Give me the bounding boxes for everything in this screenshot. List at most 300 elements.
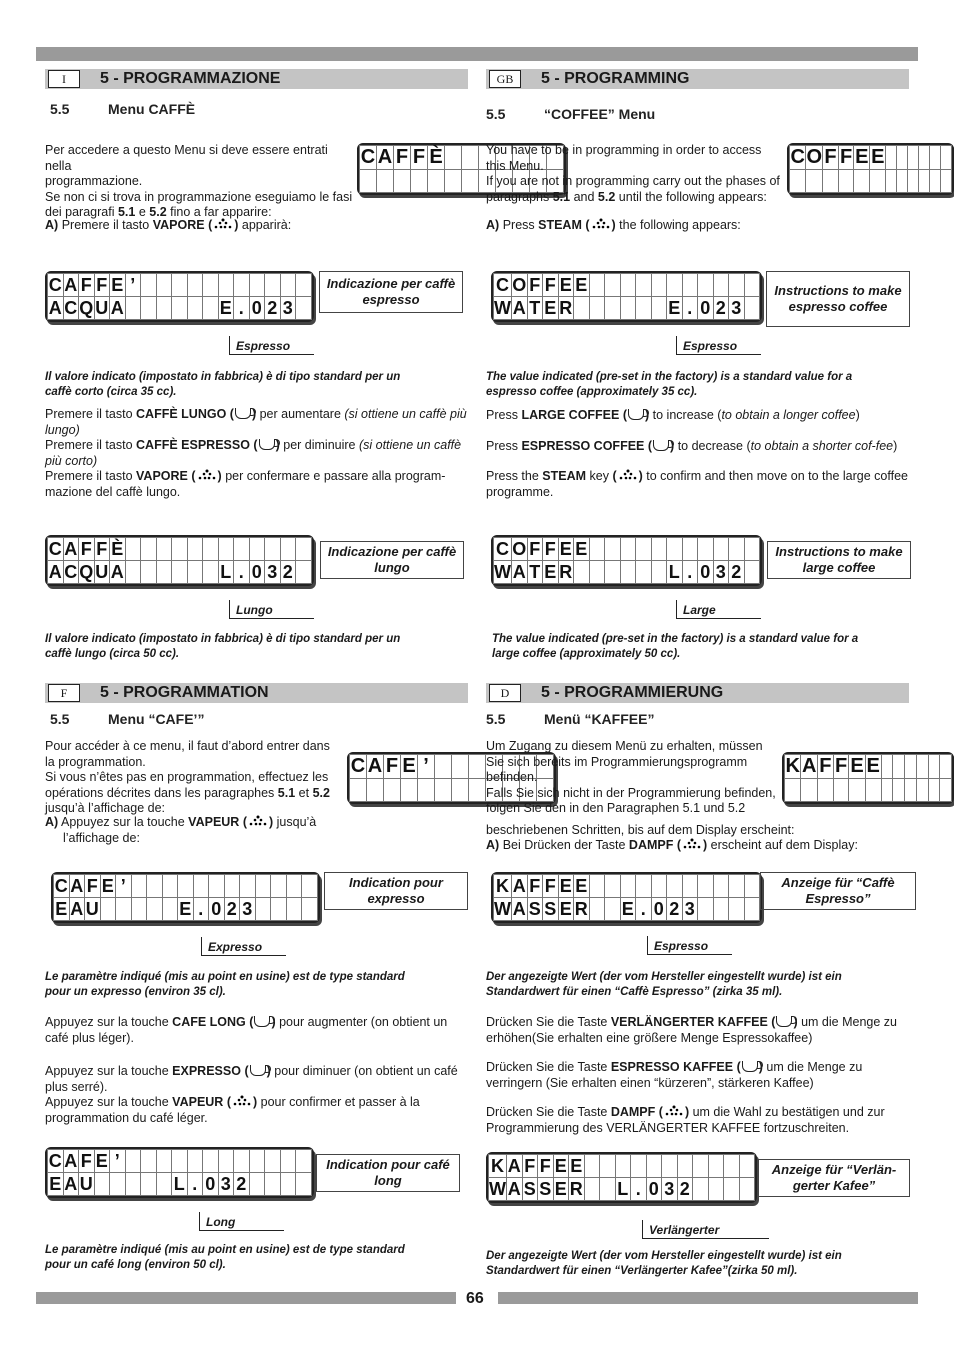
lcd-cell (265, 274, 281, 297)
lcd-cell (682, 538, 698, 561)
lcd-cell: . (234, 561, 250, 584)
lcd-cell: E (554, 1155, 567, 1176)
lcd-cell (729, 875, 745, 898)
lcd-cell (817, 779, 833, 802)
step-a-fr: A) Appuyez sur la touche VAPEUR ( ) jusqu’à l’affichage de: (45, 815, 317, 845)
lcd-cell (651, 875, 667, 898)
lcd-cell: . (193, 898, 209, 921)
lcd-cell (636, 297, 652, 320)
label-expresso-fr: Indication pour expresso (324, 872, 468, 910)
lcd-cell (729, 898, 745, 921)
tag-large-gb: Large (676, 600, 761, 619)
steam-icon (590, 218, 612, 232)
lcd-cell (125, 561, 141, 584)
lcd-cell: A (70, 898, 84, 919)
lcd-cell (729, 274, 745, 297)
lcd-cell (893, 755, 905, 779)
lcd-cell (462, 170, 479, 193)
lcd-cell: E (49, 1173, 62, 1194)
lcd-cell (919, 170, 930, 193)
lcd-cell: . (631, 1178, 647, 1201)
lcd-cell (172, 1150, 188, 1173)
lcd-verlaengerter-de (486, 1152, 757, 1203)
lcd-cell: K (494, 875, 512, 898)
lcd-cell: R (569, 1178, 583, 1199)
lcd-cell (240, 875, 256, 898)
instructions-gb (486, 408, 908, 500)
lcd-cell (646, 1155, 662, 1178)
lcd-cell (360, 170, 377, 193)
lcd-cell (823, 170, 839, 193)
lcd-cell (286, 898, 302, 921)
lcd-cell (125, 538, 141, 561)
lcd-cell (667, 875, 683, 898)
label-espresso-gb: Instructions to make espresso coffee (766, 271, 910, 327)
lcd-cell (897, 170, 908, 193)
lcd-cell (724, 1155, 740, 1178)
top-rule (36, 47, 918, 61)
lcd-cell (445, 146, 462, 170)
lcd-cell (651, 561, 667, 584)
lcd-cell (708, 1178, 724, 1201)
lcd-cell: A (512, 875, 526, 896)
lcd-cell: È (429, 146, 443, 168)
lcd-cell: U (85, 898, 99, 919)
lcd-cell: 3 (713, 561, 729, 584)
tag-espresso-gb: Espresso (676, 336, 761, 355)
instructions-fr (45, 1015, 468, 1126)
lcd-cell: 3 (280, 297, 296, 320)
label-large-gb: Instructions to make large coffee (767, 541, 911, 579)
lcd-cell (302, 875, 318, 898)
lcd-cell: L (615, 1178, 631, 1201)
lcd-cell (162, 875, 178, 898)
lcd-cell (110, 1173, 126, 1196)
lcd-cell (377, 170, 394, 193)
lcd-cell: F (538, 1155, 554, 1178)
lcd-cell (865, 779, 881, 802)
intro-text-gb: You have to be in programming in order to access this Menu. If you are not in programming carry out the phases of paragraphs 5.1 and 5.2 until the following appears: (486, 143, 780, 204)
lcd-cell (296, 1173, 312, 1196)
lcd-cell (401, 779, 418, 802)
lcd-cell: C (48, 1150, 62, 1171)
lcd-cell (384, 779, 401, 802)
lcd-cell (886, 146, 897, 170)
lcd-cell: E (871, 146, 885, 168)
lcd-cell (854, 170, 870, 193)
lcd-cell (462, 146, 479, 170)
lcd-espresso-gb (491, 271, 762, 322)
lcd-cell: . (682, 561, 698, 584)
lcd-cell (589, 561, 605, 584)
lcd-cell (280, 274, 296, 297)
lcd-cell: A (507, 1178, 521, 1199)
lcd-cell: F (79, 274, 95, 297)
lcd-cell: E (570, 1155, 583, 1176)
lcd-cell (156, 561, 172, 584)
para-expresso: Appuyez sur la touche EXPRESSO ( ) pour diminuer (on obtient un café plus serré). (45, 1064, 458, 1094)
lcd-cell: F (834, 755, 848, 777)
steam-icon (231, 1095, 253, 1109)
lcd-cell (296, 274, 312, 297)
lcd-cell (713, 538, 729, 561)
lcd-cell (249, 1150, 265, 1173)
lcd-cell (928, 755, 940, 779)
lcd-cell (682, 875, 698, 898)
lcd-cell (367, 779, 384, 802)
lcd-cell (131, 875, 147, 898)
language-flag-it: I (48, 70, 80, 88)
lcd-cell (411, 170, 428, 193)
lcd-cell: . (682, 297, 698, 320)
lcd-cell (234, 1150, 250, 1173)
cup-icon (653, 440, 669, 451)
lcd-cell (838, 170, 854, 193)
lcd-cell (729, 538, 745, 561)
para-dampf: Drücken Sie die Taste DAMPF ( ) um die Wahl zu bestätigen und zur Programmierung des VERLÄNGERTER KAFFEE fortzuschreiten. (486, 1105, 885, 1135)
lcd-cell: 0 (651, 898, 667, 921)
lcd-cell: E (559, 875, 572, 896)
lcd-cell (435, 755, 452, 779)
lcd-cell (636, 875, 652, 898)
lcd-cell (905, 779, 917, 802)
subsection-title-it: Menu CAFFÈ (108, 101, 196, 117)
lcd-cell (280, 1150, 296, 1173)
lcd-cell (589, 297, 605, 320)
lcd-cell (605, 274, 621, 297)
para-vapeur: Appuyez sur la touche VAPEUR ( ) pour confirmer et passer à la programmation du café léger. (45, 1095, 420, 1125)
lcd-cell: 2 (677, 1178, 693, 1201)
lcd-cell (677, 1155, 693, 1178)
lcd-cell (790, 170, 806, 193)
steam-icon (247, 815, 269, 829)
lcd-cell (249, 274, 265, 297)
lcd-cell (125, 297, 141, 320)
lcd-cell: 2 (224, 898, 240, 921)
lcd-cell: A (64, 274, 78, 295)
lcd-menu-de (782, 752, 954, 804)
lcd-cell: A (48, 561, 62, 582)
step-a-it: A) Premere il tasto VAPORE ( ) apparirà: (45, 218, 292, 232)
lcd-cell: A (64, 1173, 78, 1194)
lcd-cell: Q (79, 297, 94, 318)
step-a-de: A) Bei Drücken der Taste DAMPF ( ) erscheint auf dem Display: (486, 838, 858, 852)
lcd-cell (615, 1155, 631, 1178)
lcd-cell (280, 538, 296, 561)
label-lungo-it: Indicazione per caffè lungo (320, 541, 464, 579)
para-espresso-coffee: Press ESPRESSO COFFEE ( ) to decrease (to obtain a shorter cof-fee) (486, 438, 898, 453)
lcd-cell (940, 755, 952, 779)
lcd-cell: W (494, 898, 511, 919)
lcd-cell: E (111, 274, 124, 295)
lcd-cell (713, 875, 729, 898)
lcd-cell: F (527, 274, 543, 297)
lcd-cell: O (512, 274, 527, 295)
lcd-cell: T (527, 561, 543, 584)
section-title-fr: 5 - PROGRAMMATION (100, 684, 269, 701)
bottom-rule-left (36, 1292, 456, 1304)
para-cafe-long: Appuyez sur la touche CAFE LONG ( ) pour augmenter (on obtient un café plus léger). (45, 1015, 448, 1045)
lcd-cell: A (70, 875, 84, 896)
lcd-cell (620, 274, 636, 297)
lcd-cell (682, 274, 698, 297)
note-expresso-fr: Le paramètre indiqué (mis au point en usine) est de type standard pour un expresso (environ 35 cl). (45, 971, 405, 998)
label-espresso-de: Anzeige für “Caffè Espresso” (760, 872, 916, 910)
lcd-cell (249, 1173, 265, 1196)
lcd-expresso-fr (51, 872, 320, 923)
lcd-cell (886, 170, 897, 193)
subsection-title-gb: “COFFEE” Menu (544, 106, 656, 122)
tag-espresso-it: Espresso (229, 336, 314, 355)
lcd-cell (908, 170, 919, 193)
subsection-number-it: 5.5 (50, 101, 70, 117)
label-long-fr: Indication pour café long (316, 1154, 460, 1192)
lcd-cell: F (85, 875, 101, 898)
lcd-cell (156, 274, 172, 297)
lcd-cell (928, 779, 940, 802)
lcd-cell (94, 1173, 110, 1196)
lcd-cell: A (367, 755, 383, 777)
lcd-cell: F (94, 274, 110, 297)
lcd-cell (156, 297, 172, 320)
lcd-cell (435, 779, 452, 802)
lcd-cell: È (111, 538, 124, 559)
lcd-cell: F (543, 538, 559, 561)
lcd-cell: . (187, 1173, 203, 1196)
lcd-cell (744, 274, 760, 297)
cup-icon (250, 1065, 266, 1076)
lcd-cell (849, 779, 865, 802)
lcd-cell (187, 538, 203, 561)
subsection-number-gb: 5.5 (486, 106, 506, 122)
lcd-cell: 2 (713, 297, 729, 320)
lcd-cell: F (522, 1155, 538, 1178)
lcd-cell (156, 1173, 172, 1196)
lcd-cell (286, 875, 302, 898)
lcd-cell: C (48, 274, 62, 295)
lcd-cell: E (575, 875, 588, 896)
lcd-cell (224, 875, 240, 898)
lcd-cell (636, 561, 652, 584)
lcd-cell: 3 (729, 297, 745, 320)
lcd-cell: C (54, 875, 68, 896)
lcd-cell (893, 779, 905, 802)
lcd-cell (172, 274, 188, 297)
cup-icon (776, 1016, 792, 1027)
lcd-cell: . (636, 898, 652, 921)
lcd-cell: F (543, 274, 559, 297)
section-title-gb: 5 - PROGRAMMING (541, 70, 690, 87)
lcd-menu-gb (787, 143, 954, 195)
lcd-cell: E (559, 898, 572, 919)
lcd-cell: S (544, 898, 557, 919)
lcd-cell: . (234, 297, 250, 320)
lcd-cell: F (824, 146, 837, 168)
lcd-cell (172, 297, 188, 320)
lcd-cell (605, 561, 621, 584)
lcd-cell (916, 779, 928, 802)
lcd-cell (187, 1150, 203, 1173)
lcd-cell: F (94, 538, 110, 561)
lcd-cell (941, 170, 952, 193)
steam-icon (196, 469, 218, 483)
lcd-cell: W (494, 561, 511, 582)
lcd-lungo-it (45, 535, 314, 586)
lcd-cell (265, 538, 281, 561)
lcd-cell (271, 898, 287, 921)
language-flag-fr: F (48, 684, 80, 702)
lcd-cell (620, 875, 636, 898)
lcd-cell (744, 538, 760, 561)
lcd-cell (589, 274, 605, 297)
lcd-cell (698, 274, 714, 297)
lcd-large-gb (491, 535, 762, 586)
lcd-cell (667, 538, 683, 561)
lcd-cell: A (507, 1155, 521, 1176)
note-espresso-de: Der angezeigte Wert (der vom Hersteller eingestellt wurde) ist ein Standardwert für einen “Caffè Espresso” (zirka 35 ml). (486, 971, 842, 998)
lcd-cell (636, 274, 652, 297)
lcd-cell: E (402, 755, 416, 777)
lcd-cell (574, 297, 590, 320)
lcd-cell: ’ (125, 274, 141, 297)
para-espresso-kaffee: Drücken Sie die Taste ESPRESSO KAFFEE ( ) um die Menge zu verringern (Sie erhalten einen “kürzeren”, stärkeren Kaffee) (486, 1060, 863, 1090)
section-header-gb (486, 69, 909, 89)
lcd-cell (452, 779, 469, 802)
note-long-fr: Le paramètre indiqué (mis au point en usine) est de type standard pour un café long (environ 50 cl). (45, 1244, 405, 1271)
lcd-cell (280, 1173, 296, 1196)
lcd-cell (209, 875, 225, 898)
lcd-cell (203, 538, 219, 561)
lcd-cell (897, 146, 908, 170)
instructions-it: Premere il tasto CAFFÈ LUNGO ( ) per aumentare (si ottiene un caffè più lungo) Premere il tasto CAFFÈ ESPRESSO ( ) per diminuire (si ottiene un caffè più corto) Premere il tasto VAPORE ( ) per confermare e passare alla program-mazione del caffè lungo. (45, 407, 467, 499)
lcd-cell (881, 779, 893, 802)
lcd-cell (574, 561, 590, 584)
lcd-cell (116, 898, 132, 921)
lcd-cell (881, 755, 893, 779)
lcd-cell (172, 538, 188, 561)
lcd-cell (930, 170, 941, 193)
steam-icon (663, 1105, 685, 1119)
cup-icon (742, 1061, 758, 1072)
lcd-cell: 3 (682, 898, 698, 921)
tag-espresso-de: Espresso (647, 936, 732, 955)
tag-verlaengerter-de: Verlängerter (642, 1220, 769, 1239)
lcd-cell: S (528, 898, 541, 919)
lcd-cell (187, 561, 203, 584)
lcd-cell (636, 538, 652, 561)
lcd-cell (905, 755, 917, 779)
lcd-cell: F (411, 146, 428, 170)
lcd-cell: F (819, 755, 832, 777)
lcd-cell (141, 1173, 157, 1196)
lcd-cell (452, 755, 469, 779)
lcd-cell (589, 538, 605, 561)
lcd-cell (930, 146, 941, 170)
cup-icon (259, 439, 275, 450)
lcd-cell: E (559, 274, 572, 295)
lcd-cell: 0 (203, 1173, 219, 1196)
lcd-cell (708, 1155, 724, 1178)
lcd-cell (147, 875, 163, 898)
instructions-de (486, 1015, 909, 1136)
lcd-cell (203, 1150, 219, 1173)
lcd-cell (193, 875, 209, 898)
lcd-cell: E (101, 875, 114, 896)
lcd-cell (131, 898, 147, 921)
lcd-cell: F (543, 875, 559, 898)
lcd-cell: C (494, 274, 512, 297)
lcd-cell (469, 755, 486, 779)
lcd-cell: F (394, 146, 411, 170)
lcd-cell (698, 875, 714, 898)
lcd-cell (744, 297, 760, 320)
subsection-title-de: Menü “KAFFEE” (544, 711, 655, 727)
lcd-cell: F (839, 146, 853, 168)
steam-icon (681, 838, 703, 852)
steam-icon (617, 469, 639, 483)
lcd-cell: 3 (662, 1178, 678, 1201)
lcd-cell: 0 (646, 1178, 662, 1201)
lcd-cell (394, 170, 411, 193)
note-lungo-it: Il valore indicato (impostato in fabbrica) è di tipo standard per un caffè lungo (circa 50 cc). (45, 633, 401, 660)
cup-icon (254, 1016, 270, 1027)
lcd-espresso-it (45, 271, 314, 322)
lcd-cell (203, 274, 219, 297)
lcd-cell: ’ (116, 875, 132, 898)
lcd-cell: R (574, 898, 588, 919)
lcd-cell: F (384, 755, 401, 779)
lcd-cell (605, 875, 621, 898)
lcd-cell (693, 1178, 709, 1201)
lcd-cell (870, 170, 886, 193)
bottom-rule-right (498, 1292, 918, 1304)
language-flag-gb: GB (489, 70, 521, 88)
lcd-cell (589, 875, 605, 898)
lcd-cell: A (802, 755, 817, 777)
lcd-cell: 2 (265, 297, 281, 320)
lcd-cell: 0 (249, 561, 265, 584)
lcd-cell: A (48, 297, 62, 318)
label-verlaengerter-de: Anzeige für “Verlän-gerter Kafee” (758, 1159, 910, 1197)
lcd-cell (418, 779, 435, 802)
lcd-cell (908, 146, 919, 170)
lcd-cell (631, 1155, 647, 1178)
lcd-cell (589, 898, 605, 921)
lcd-long-fr (45, 1147, 314, 1198)
lcd-cell: A (110, 561, 124, 582)
lcd-cell (218, 538, 234, 561)
lcd-cell (739, 1178, 755, 1201)
lcd-cell: E (866, 755, 880, 777)
lcd-espresso-de (491, 872, 762, 923)
lcd-cell: E (575, 538, 588, 559)
lcd-cell: L (172, 1173, 188, 1196)
lcd-cell (162, 898, 178, 921)
lcd-cell (187, 297, 203, 320)
lcd-cell (833, 779, 849, 802)
lcd-cell: R (559, 561, 573, 582)
lcd-cell (806, 170, 823, 193)
lcd-cell: C (64, 561, 78, 582)
lcd-cell: W (494, 297, 511, 318)
lcd-cell: ’ (418, 755, 435, 779)
lcd-cell: 2 (667, 898, 683, 921)
lcd-cell: A (377, 146, 393, 168)
lcd-cell: 0 (698, 561, 714, 584)
tag-lungo-it: Lungo (229, 600, 314, 619)
section-header-fr (45, 683, 468, 703)
section-title-it: 5 - PROGRAMMAZIONE (100, 70, 281, 87)
